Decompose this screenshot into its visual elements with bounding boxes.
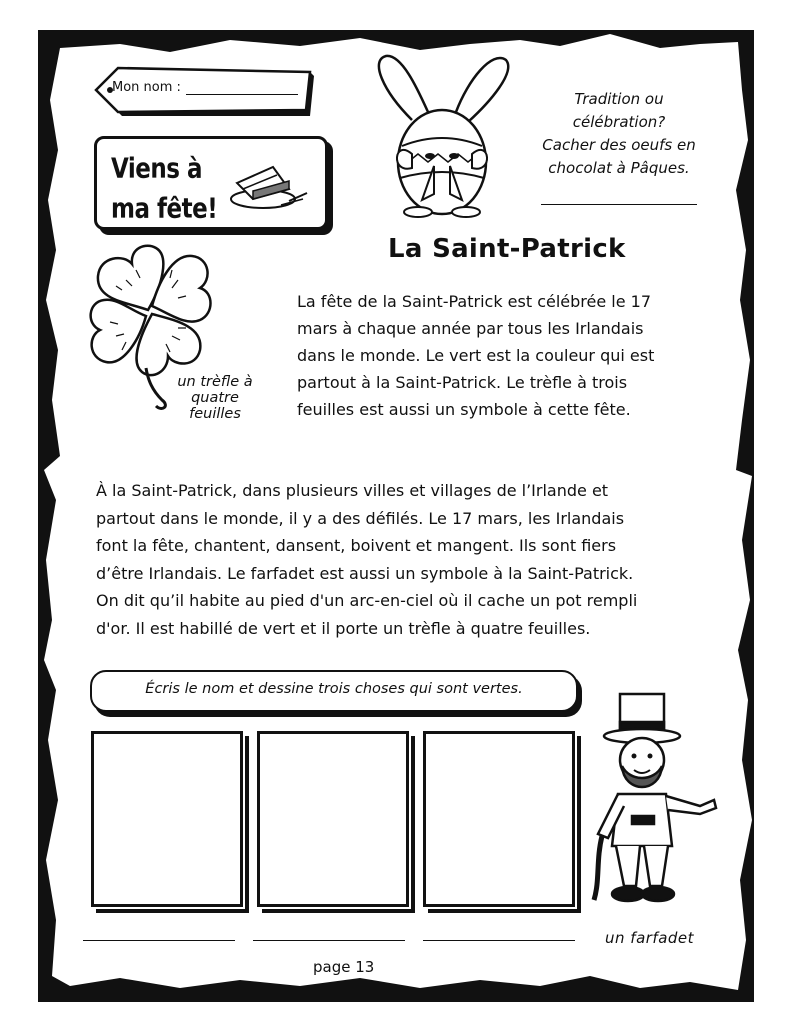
party-line-2: ma fête! xyxy=(111,193,218,225)
drawing-box-1[interactable] xyxy=(91,731,243,907)
tradition-line-4: chocolat à Pâques. xyxy=(548,159,690,177)
name-label: Mon nom : xyxy=(112,80,181,95)
paragraph-1-line: La fête de la Saint-Patrick est célébrée le 17 xyxy=(297,292,652,311)
tradition-answer-line[interactable] xyxy=(541,204,697,205)
party-text xyxy=(111,149,221,229)
activity-instruction-box xyxy=(90,670,578,712)
page-title: La Saint-Patrick xyxy=(388,234,626,264)
leprechaun-caption: un farfadet xyxy=(605,929,695,947)
activity-instruction: Écris le nom et dessine trois choses qui sont vertes. xyxy=(145,681,523,697)
paragraph-2-line: partout dans le monde, il y a des défilés. Le 17 mars, les Irlandais xyxy=(96,508,625,528)
name-input-line[interactable] xyxy=(186,94,298,95)
paragraph-1-line: mars à chaque année par tous les Irlandais xyxy=(297,319,644,338)
paragraph-2-line: d’être Irlandais. Le farfadet est aussi un symbole à la Saint-Patrick. xyxy=(96,563,634,583)
leprechaun-icon xyxy=(588,690,728,912)
answer-line-1[interactable] xyxy=(83,940,235,941)
paragraph-2-line: d'or. Il est habillé de vert et il porte un trèfle à quatre feuilles. xyxy=(96,618,591,638)
clover-caption xyxy=(160,374,270,422)
paragraph-2 xyxy=(96,477,736,642)
party-line-1: Viens à xyxy=(111,153,202,185)
bunny-egg-icon xyxy=(372,50,512,218)
clover-caption-line-2: quatre xyxy=(191,390,239,406)
answer-line-2[interactable] xyxy=(253,940,405,941)
paragraph-1 xyxy=(297,288,737,423)
party-invitation-box xyxy=(94,136,328,230)
paragraph-1-line: partout à la Saint-Patrick. Le trèfle à trois xyxy=(297,373,628,392)
tradition-line-2: célébration? xyxy=(572,113,666,131)
tradition-line-1: Tradition ou xyxy=(574,90,664,108)
paragraph-2-line: font la fête, chantent, dansent, boivent et mangent. Ils sont fiers xyxy=(96,536,617,555)
drawing-box-2[interactable] xyxy=(257,731,409,907)
paragraph-1-line: feuilles est aussi un symbole à cette fête. xyxy=(297,400,631,419)
paragraph-2-line: À la Saint-Patrick, dans plusieurs villes et villages de l’Irlande et xyxy=(96,481,609,500)
answer-line-3[interactable] xyxy=(423,940,575,941)
paragraph-2-line: On dit qu’il habite au pied d'un arc-en-ciel où il cache un pot rempli xyxy=(96,591,638,610)
tradition-line-3: Cacher des oeufs en xyxy=(542,136,696,154)
clover-caption-line-1: un trèfle à xyxy=(177,374,253,390)
paragraph-1-line: dans le monde. Le vert est la couleur qui est xyxy=(297,346,655,365)
page-number: page 13 xyxy=(313,958,375,976)
name-tag xyxy=(88,60,316,118)
tradition-question xyxy=(520,88,718,180)
cake-slice-icon xyxy=(229,153,309,215)
clover-caption-line-3: feuilles xyxy=(189,406,241,422)
drawing-box-3[interactable] xyxy=(423,731,575,907)
